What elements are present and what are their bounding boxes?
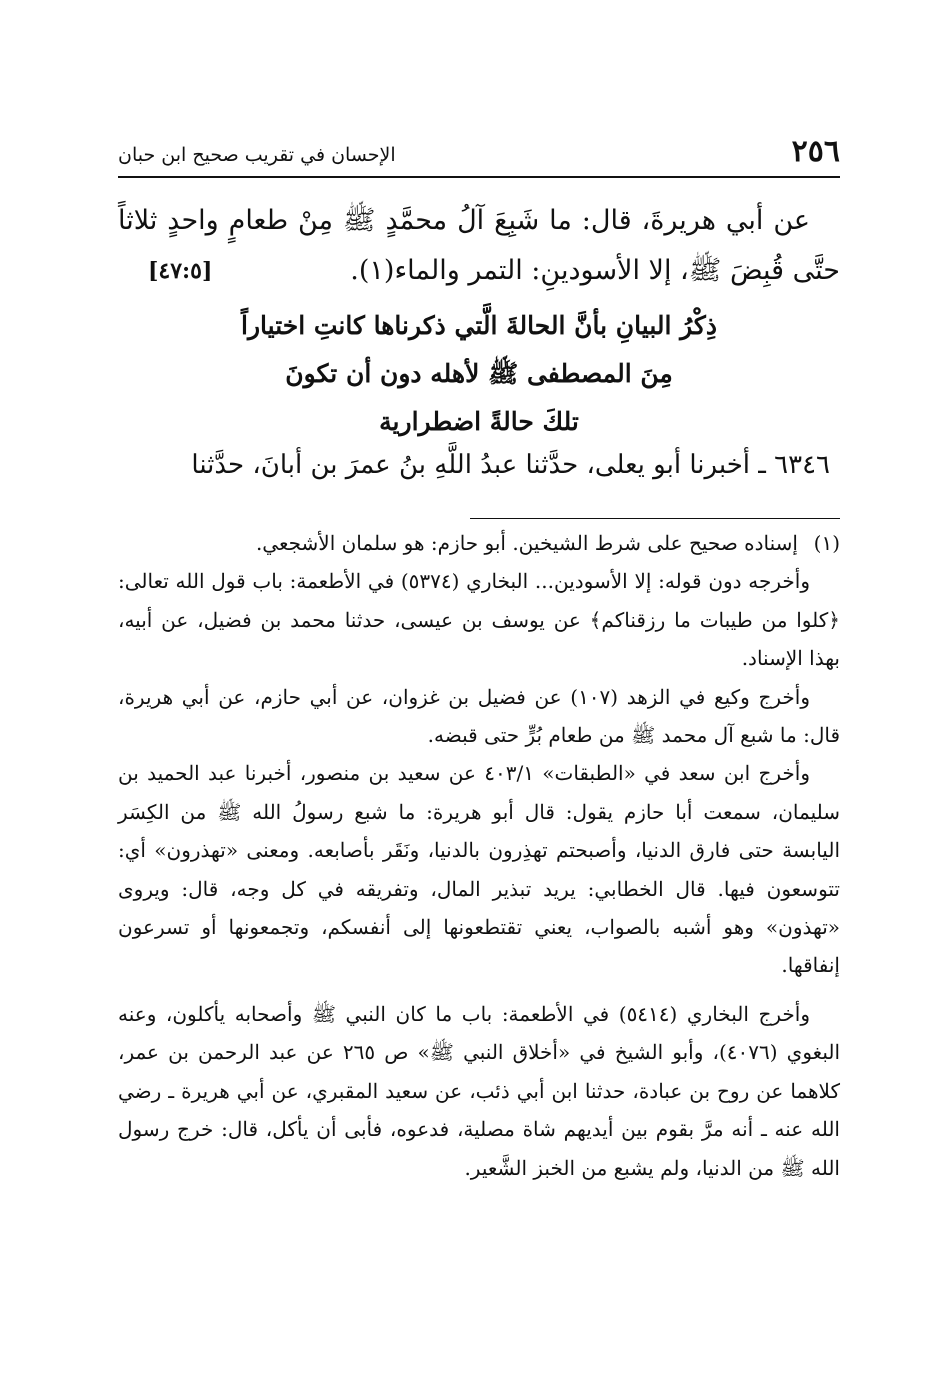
footnote-paragraph-1: إسناده صحيح على شرط الشيخين. أبو حازم: هو سلمان الأشجعي. [255, 531, 798, 555]
hadith-body: عن أبي هريرةَ، قال: ما شَبِعَ آلُ محمَّدٍ ﷺ مِنْ طعامٍ واحدٍ ثلاثاً حتَّى قُبِضَ ﷺ، إلا الأسودينِ: التمر والماء(١). [118, 205, 840, 286]
running-head [118, 128, 840, 172]
footnote-paragraph-3: وأخرج وكيع في الزهد (١٠٧) عن فضيل بن غزوان، عن أبي حازم، عن أبي هريرة، قال: ما شبع آل محمد ﷺ من طعام بُرٍّ حتى قبضه. [118, 684, 840, 748]
footnote-paragraph-5: وأخرج البخاري (٥٤١٤) في الأطعمة: باب ما كان النبي ﷺ وأصحابه يأكلون، وعنه البغوي (٤٠٧٦)، وأبو الشيخ في «أخلاق النبي ﷺ» ص ٢٦٥ عن عبد الرحمن بن عمر، كلاهما عن روح بن عبادة، حدثنا ابن أبي ذئب، عن سعيد المقبري، عن أبي هريرة ـ رضي الله عنه ـ أنه مرَّ بقوم بين أيديهم شاة مصلية، فدعوه، فأبى أن يأكل، قال: خرج رسول الله ﷺ من الدنيا، ولم يشبع من الخبز الشَّعير. [118, 1001, 841, 1180]
chapter-heading-line-1: ذِكْرُ البيانِ بأنَّ الحالةَ الَّتي ذكرناها كانتِ اختياراً [241, 311, 717, 340]
chapter-heading-line-3: تلكَ حالةً اضطرارية [379, 407, 579, 436]
hadith-reference: [٤٧:٥] [148, 258, 213, 284]
chapter-heading-line-2: مِنَ المصطفى ﷺ لأهله دون أن تكونَ [285, 359, 673, 388]
hadith-block [118, 196, 840, 296]
chapter-heading [118, 302, 840, 446]
footnote-paragraph-2: وأخرجه دون قوله: إلا الأسودين... البخاري (٥٣٧٤) في الأطعمة: باب قول الله تعالى: ﴿كلوا من طيبات ما رزقناكم﴾ عن يوسف بن عيسى، حدثنا محمد بن فضيل، عن أبيه، بهذا الإسناد. [118, 569, 840, 671]
hadith-text [118, 196, 840, 296]
book-title: الإحسان في تقريب صحيح ابن حبان [118, 144, 396, 166]
footnote-separator [470, 518, 840, 519]
isnad-line: ٦٣٤٦ ـ أخبرنا أبو يعلى، حدَّثنا عبدُ اللَّهِ بنُ عمرَ بن أبانَ، حدَّثنا [191, 450, 830, 480]
header-rule [118, 176, 840, 178]
footnotes [118, 524, 840, 1187]
footnote-paragraph-4: وأخرج ابن سعد في «الطبقات» ٤٠٣/١ عن سعيد بن منصور، أخبرنا عبد الحميد بن سليمان، سمعت أبا حازم يقول: قال أبو هريرة: ما شبع رسولُ الله ﷺ من الكِسَر اليابسة حتى فارق الدنيا، وأصبحتم تهذِرون بالدنيا، ونَقَر بأصابعه. ومعنى «تهذرون» أي: تتوسعون فيها. قال الخطابي: يريد تبذير المال، وتفريقه في كل وجه، قال: ويروى «تهذون» وهو أشبه بالصواب، يعني تقتطعونها إلى أنفسكم، وتجمعونها أو تسرعون إنفاقها. [118, 761, 840, 978]
page-number: ٢٥٦ [791, 134, 840, 169]
footnote-1 [118, 524, 840, 562]
footnote-marker: (١) [813, 531, 840, 555]
paragraph-gap [118, 985, 840, 995]
